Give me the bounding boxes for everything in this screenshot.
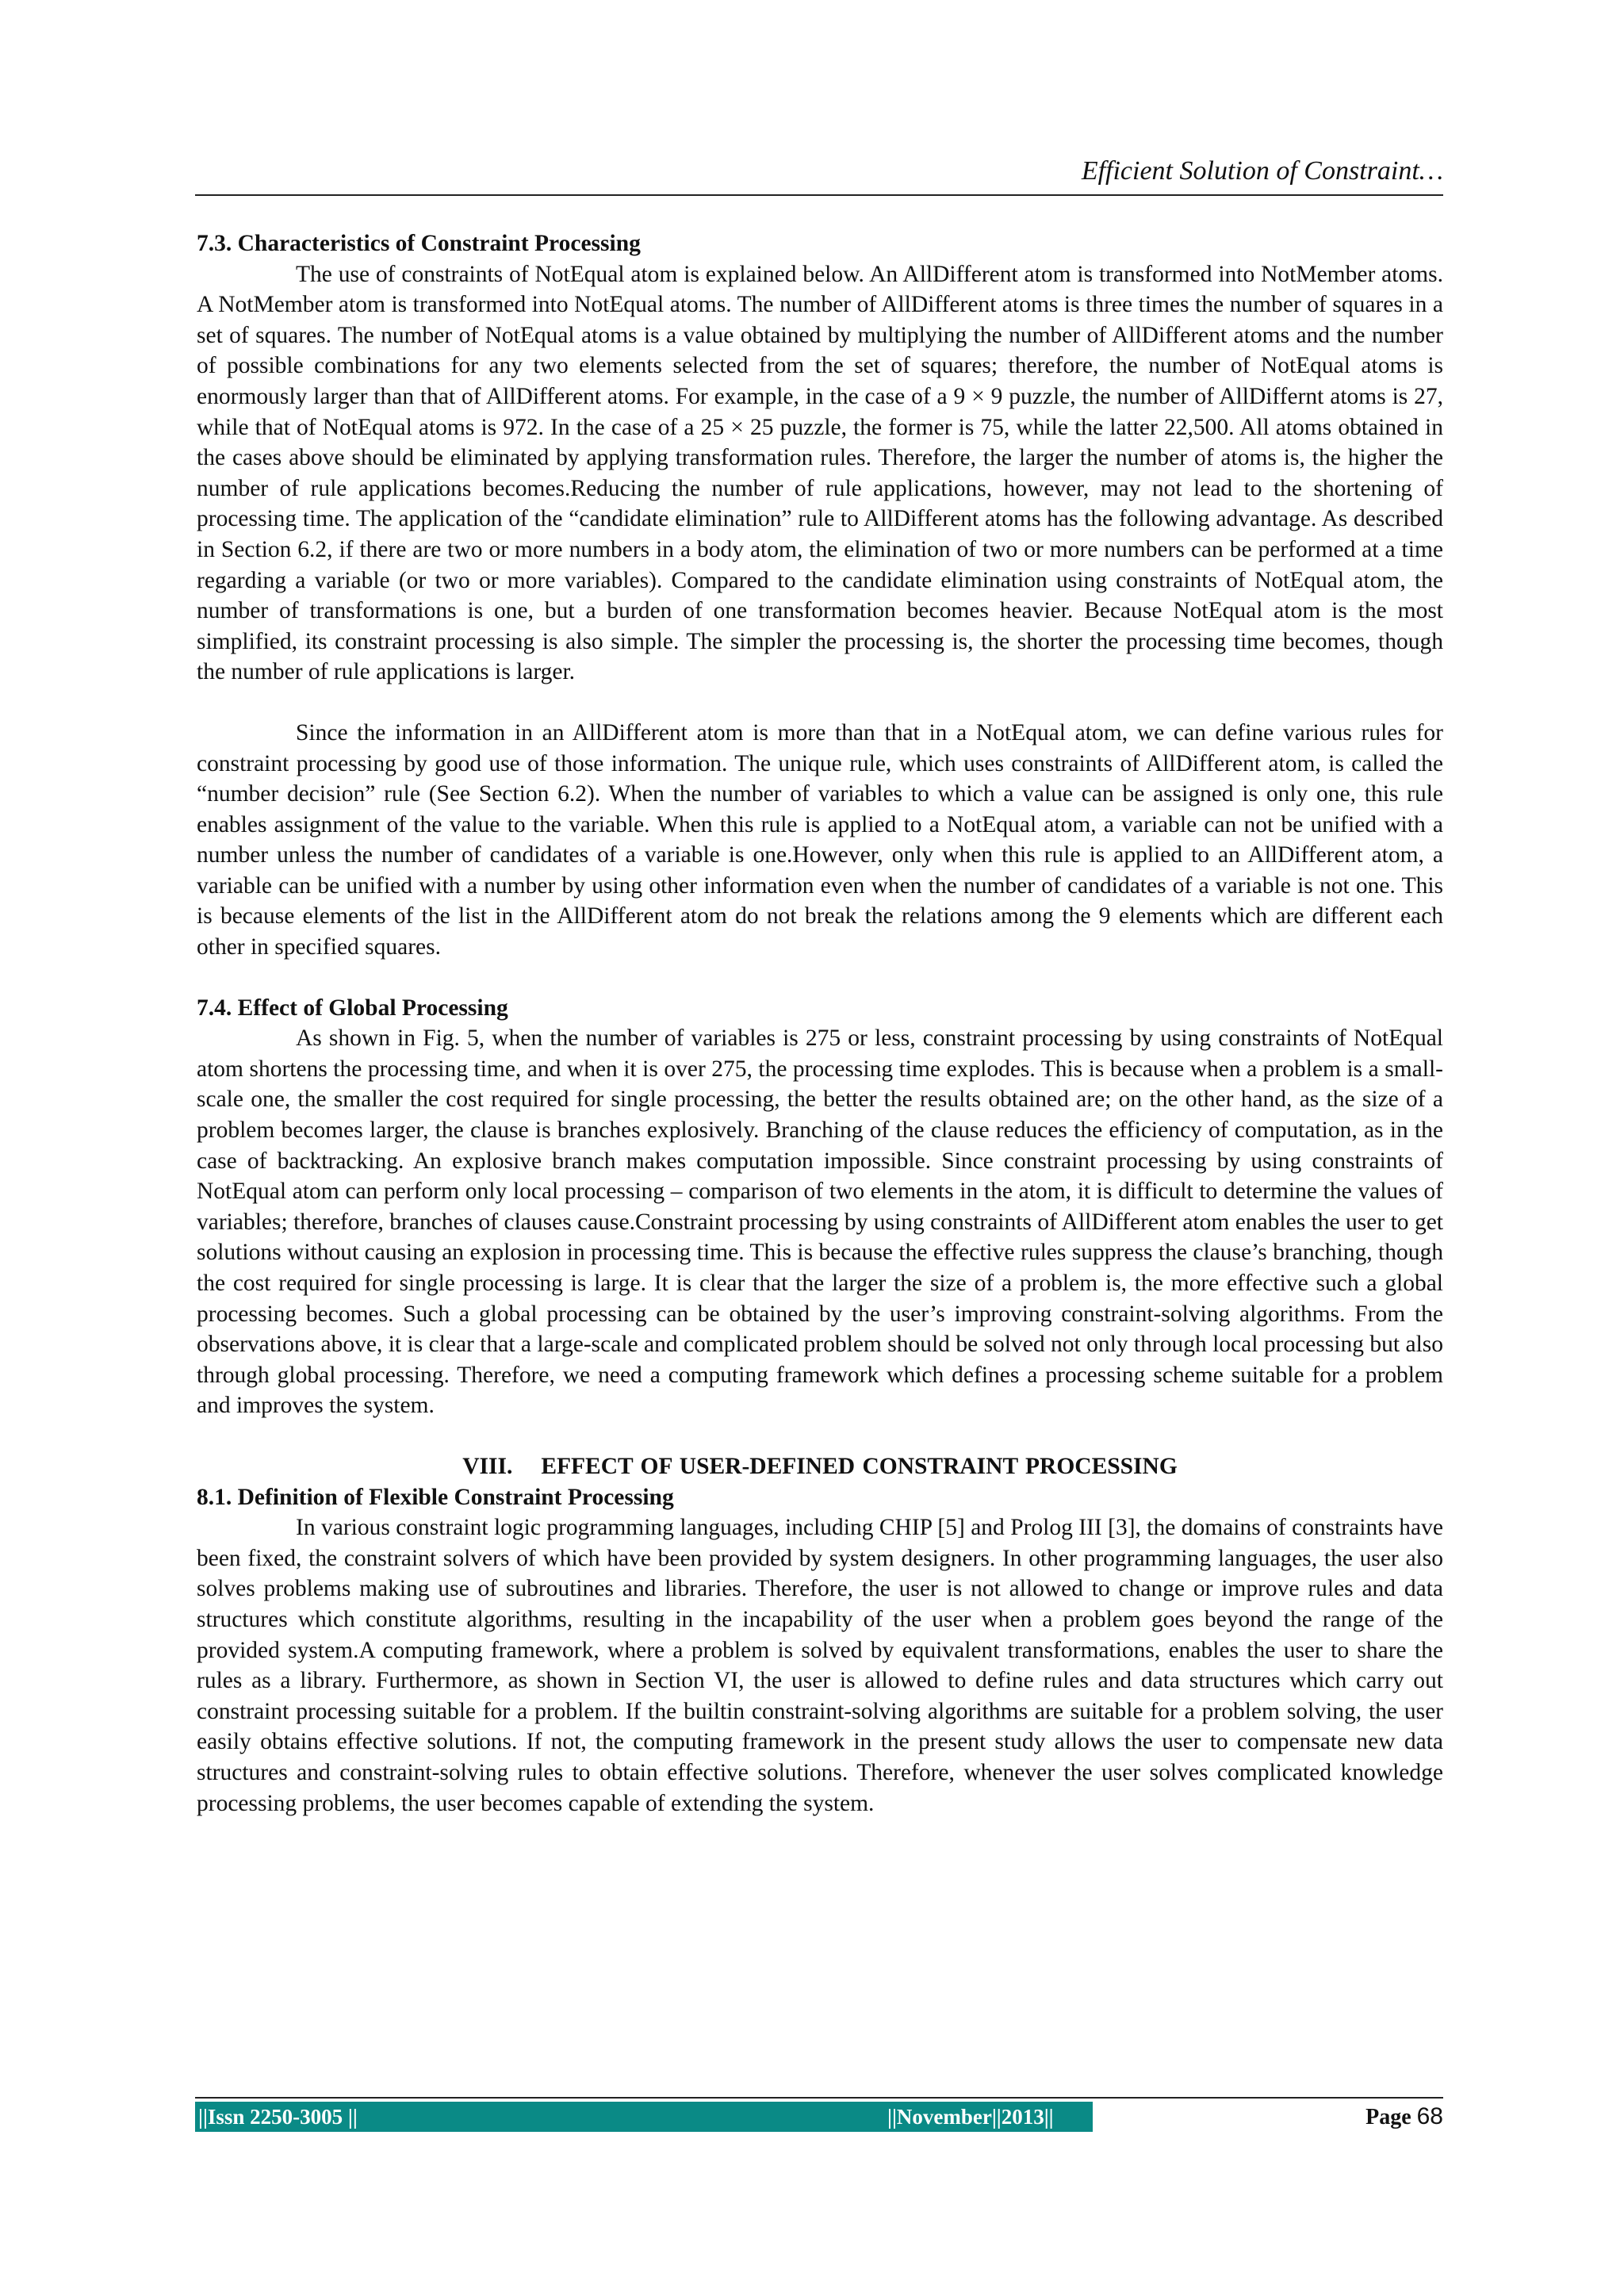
page-label: Page (1365, 2105, 1411, 2129)
page-footer (195, 2102, 1443, 2132)
page-number: 68 (1416, 2103, 1443, 2129)
paragraph: As shown in Fig. 5, when the number of variables is 275 or less, constraint processing by using constraints of NotEqual atom shortens the processing time, and when it is over 275, the processing time explodes. This is because when a problem is a small-scale one, the smaller the cost required for single processing, the better the results obtained are; on the other hand, as the size of a problem becomes larger, the clause is branches explosively. Branching of the clause reduces the efficiency of computation, as in the case of backtracking. An explosive branch makes computation impossible. Since constraint processing by using constraints of NotEqual atom can perform only local processing – comparison of two elements in the atom, it is difficult to determine the values of variables; therefore, branches of clauses cause.Constraint processing by using constraints of AllDifferent atom enables the user to get solutions without causing an explosion in processing time. This is because the effective rules suppress the clause’s branching, though the cost required for single processing is large. It is clear that the larger the size of a problem is, the more effective such a global processing becomes. Such a global processing can be obtained by the user’s improving constraint-solving algorithms. From the observations above, it is clear that a large-scale and complicated problem should be solved not only through local processing but also through global processing. Therefore, we need a computing framework which defines a processing scheme suitable for a problem and improves the system. (197, 1025, 1443, 1419)
footer-rule (195, 2097, 1443, 2099)
running-title: Efficient Solution of Constraint… (1081, 156, 1443, 186)
paragraph: Since the information in an AllDifferent atom is more than that in a NotEqual atom, we can define various rules for constraint processing by good use of those information. The unique rule, which uses constraints of AllDifferent atom, is called the “number decision” rule (See Section 6.2). When the number of variables to which a value can be assigned is only one, this rule enables assignment of the value to the variable. When this rule is applied to a NotEqual atom, a variable can not be unified with a number unless the number of candidates of a variable is one.However, only when this rule is applied to an AllDifferent atom, a variable can be unified with a number by using other information even when the number of candidates of a variable is not one. This is because elements of the list in the AllDifferent atom do not break the relations among the 9 elements which are different each other in specified squares. (197, 719, 1443, 960)
page-body (197, 228, 1443, 1819)
footer-date: ||November||2013|| (695, 2102, 1093, 2132)
chapter-heading-8 (197, 1451, 1443, 1482)
section-heading-7-3: 7.3. Characteristics of Constraint Processing (197, 231, 641, 256)
paragraph: The use of constraints of NotEqual atom is explained below. An AllDifferent atom is transformed into NotMember atoms. A NotMember atom is transformed into NotEqual atoms. The number of AllDifferent atoms is three times the number of squares in a set of squares. The number of NotEqual atoms is a value obtained by multiplying the number of AllDifferent atoms and the number of possible combinations for any two elements selected from the set of squares; therefore, the number of NotEqual atoms is enormously larger than that of AllDifferent atoms. For example, in the case of a 9 × 9 puzzle, the number of AllDiffernt atoms is 27, while that of NotEqual atoms is 972. In the case of a 25 × 25 puzzle, the former is 75, while the latter 22,500. All atoms obtained in the cases above should be eliminated by applying transformation rules. Therefore, the larger the number of atoms is, the higher the number of rule applications becomes.Reducing the number of rule applications, however, may not lead to the shortening of processing time. The application of the “candidate elimination” rule to AllDifferent atoms has the following advantage. As described in Section 6.2, if there are two or more numbers in a body atom, the elimination of two or more numbers can be performed at a time regarding a variable (or two or more variables). Compared to the candidate elimination using constraints of NotEqual atom, the number of transformations is one, but a burden of one transformation becomes heavier. Because NotEqual atom is the most simplified, its constraint processing is also simple. The simpler the processing is, the shorter the processing time becomes, though the number of rule applications is larger. (197, 261, 1443, 685)
paragraph: In various constraint logic programming languages, including CHIP [5] and Prolog III [3], the domains of constraints have been fixed, the constraint solvers of which have been provided by system designers. In other programming languages, the user also solves problems making use of subroutines and libraries. Therefore, the user is not allowed to change or improve rules and data structures which constitute algorithms, resulting in the incapability of the user when a problem goes beyond the range of the provided system.A computing framework, where a problem is solved by equivalent transformations, enables the user to share the rules as a library. Furthermore, as shown in Section VI, the user is allowed to define rules and data structures which carry out constraint processing suitable for a problem. If the builtin constraint-solving algorithms are suitable for a problem solving, the user easily obtains effective solutions. If not, the computing framework in the present study allows the user to compensate new data structures and constraint-solving rules to obtain effective solutions. Therefore, whenever the user solves complicated knowledge processing problems, the user becomes capable of extending the system. (197, 1515, 1443, 1816)
header-rule (195, 194, 1443, 196)
chapter-number: VIII. (462, 1453, 513, 1479)
section-heading-7-4: 7.4. Effect of Global Processing (197, 995, 508, 1021)
footer-page-number (1093, 2102, 1443, 2132)
chapter-title: EFFECT OF USER-DEFINED CONSTRAINT PROCESSING (541, 1453, 1178, 1479)
section-heading-8-1: 8.1. Definition of Flexible Constraint Processing (197, 1484, 674, 1510)
footer-issn: ||Issn 2250-3005 || (195, 2102, 695, 2132)
